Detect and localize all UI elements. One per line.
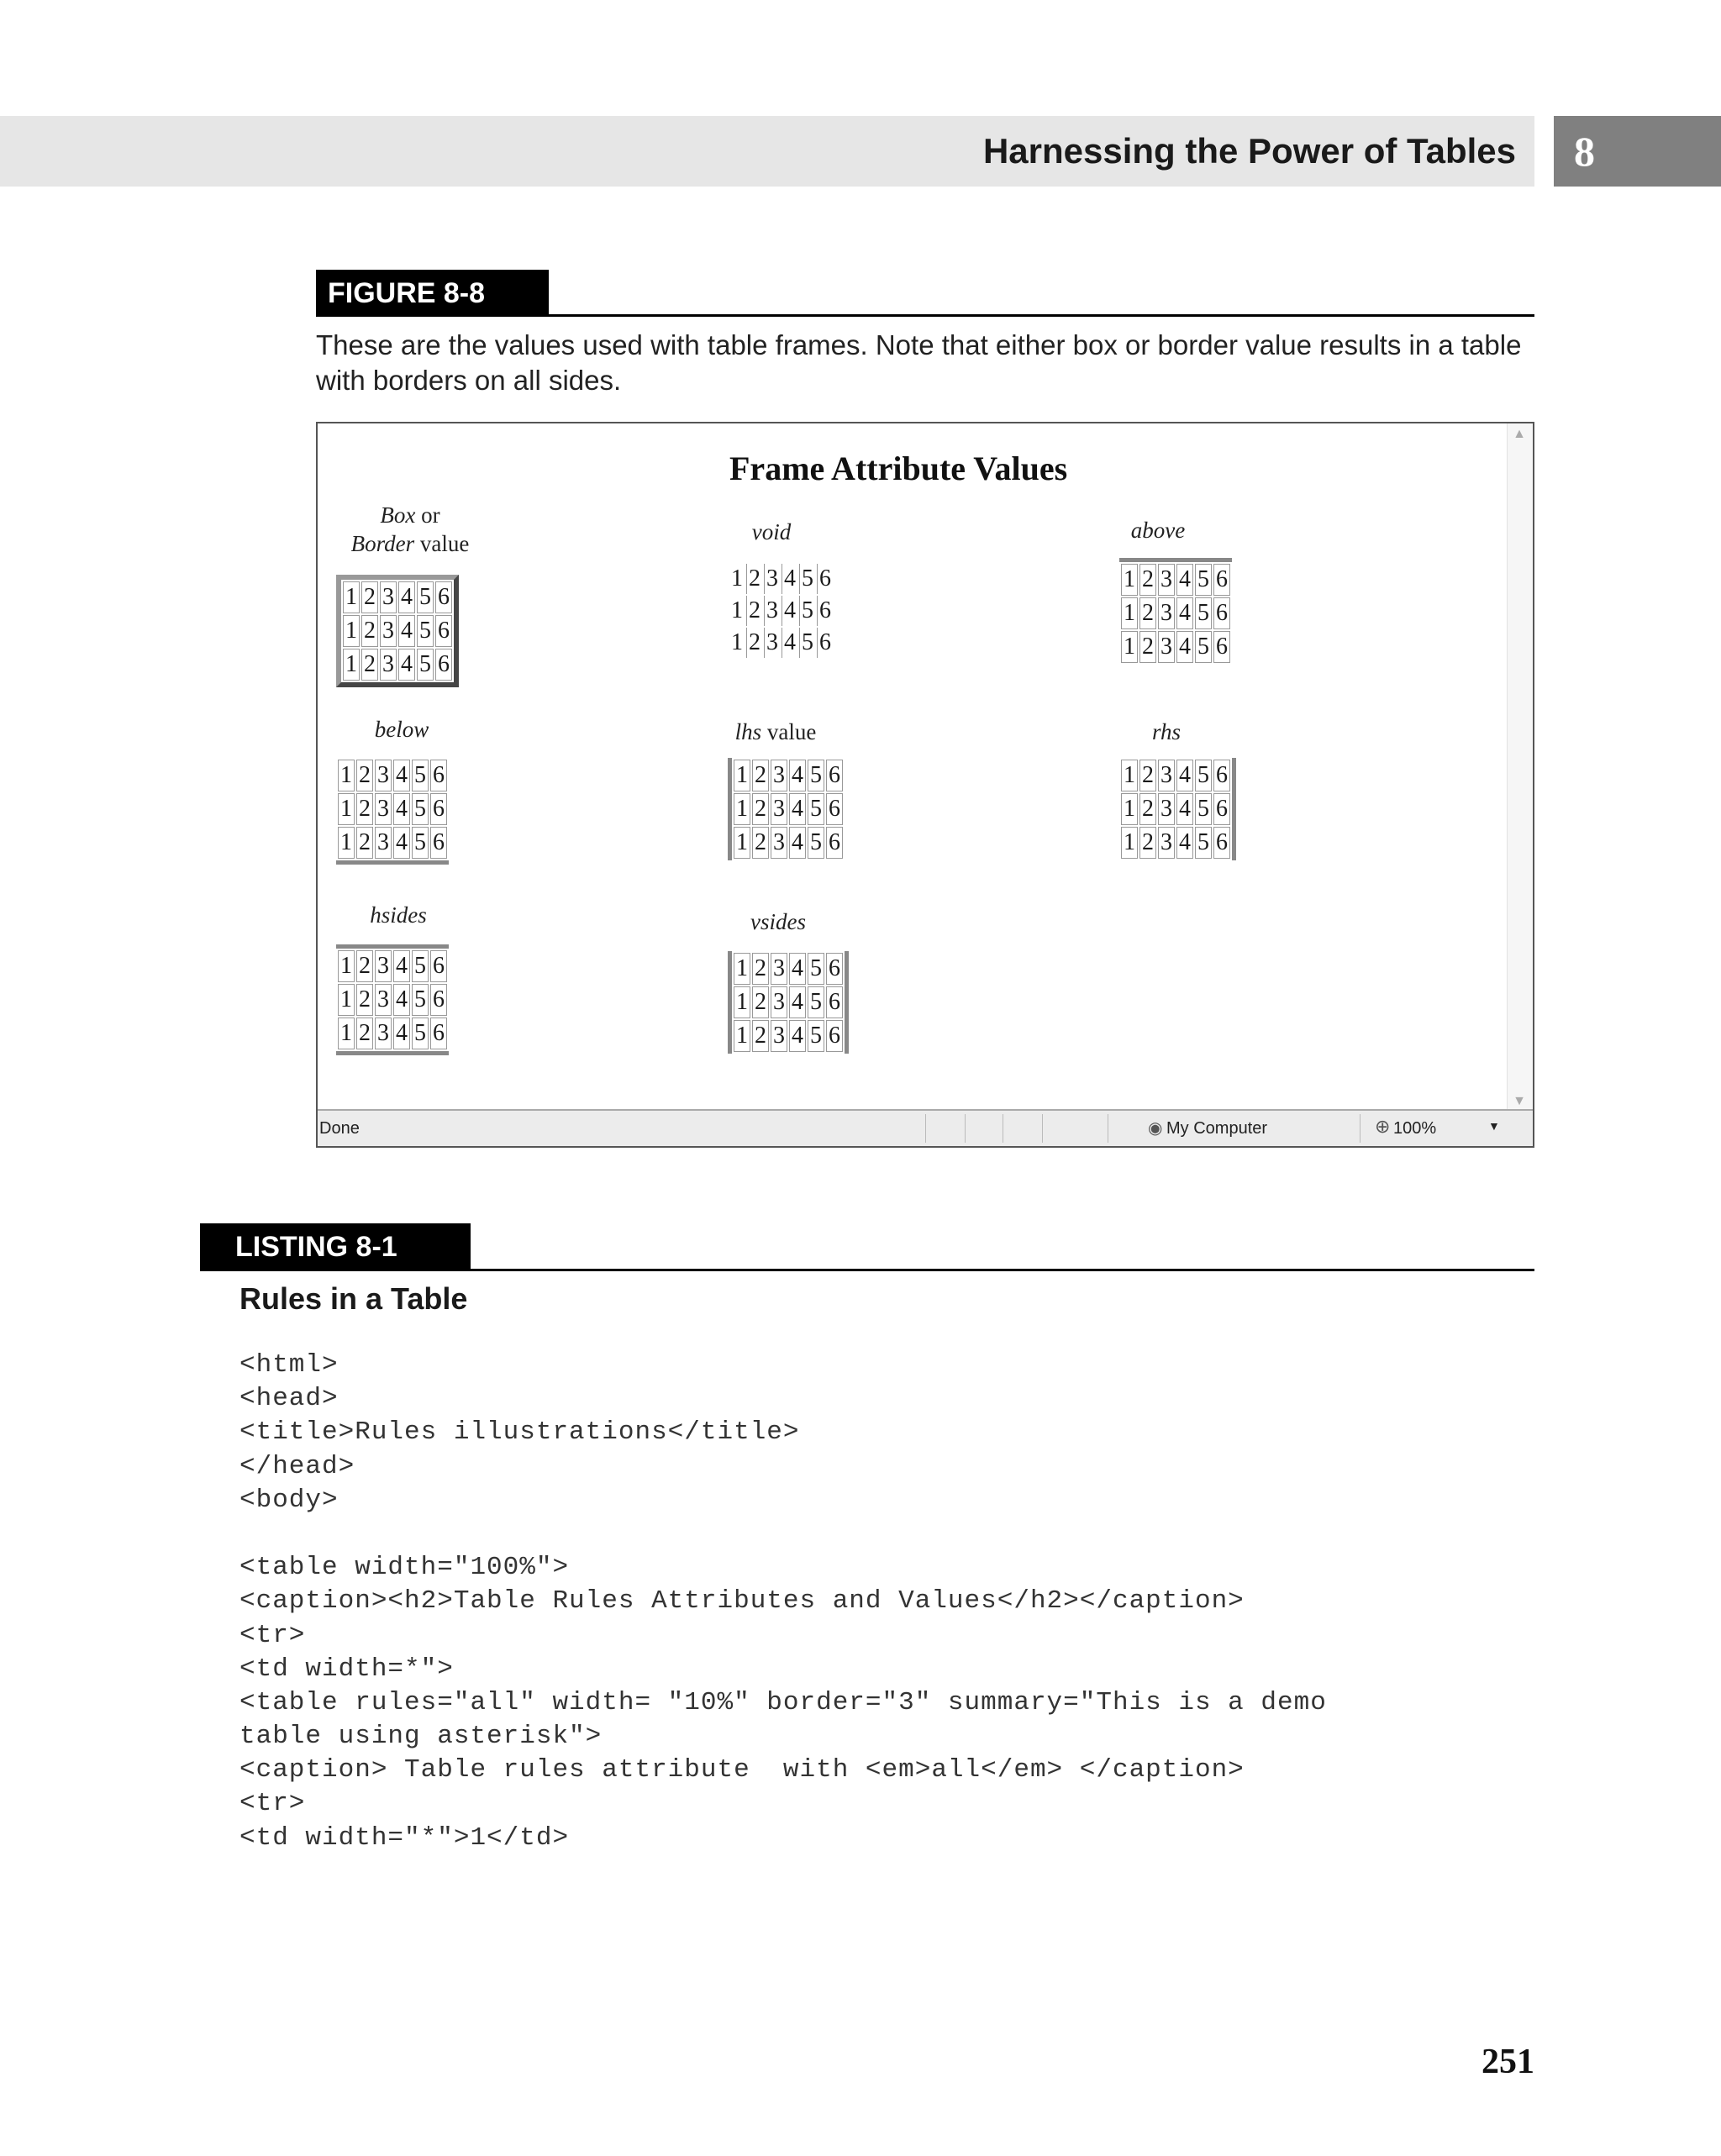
demo-cell: 6 (435, 581, 452, 613)
demo-table-vsides (728, 951, 849, 1054)
demo-cell: 1 (343, 581, 360, 613)
demo-cell: 5 (799, 564, 815, 594)
demo-row (338, 793, 447, 825)
demo-cell: 6 (1213, 564, 1230, 596)
demo-cell: 2 (1139, 564, 1156, 596)
demo-cell: 2 (356, 1018, 373, 1049)
demo-label-lhs-italic: lhs (734, 719, 762, 744)
demo-cell: 6 (826, 760, 843, 791)
screenshot-title: Frame Attribute Values (729, 450, 1068, 487)
demo-cell: 3 (771, 986, 787, 1018)
demo-cell: 3 (375, 950, 392, 982)
demo-row (1121, 597, 1230, 629)
demo-row (734, 953, 843, 985)
page-number: 251 (1482, 2043, 1534, 2081)
demo-row (343, 581, 452, 613)
demo-cell: 2 (1139, 597, 1156, 629)
demo-label-vsides: vsides (750, 909, 806, 934)
demo-label-lhs (692, 718, 860, 746)
demo-cell: 4 (1176, 631, 1193, 663)
listing-title: Rules in a Table (239, 1281, 468, 1316)
demo-cell: 3 (1158, 564, 1175, 596)
demo-cell: 6 (826, 953, 843, 985)
demo-cell: 1 (734, 760, 750, 791)
demo-label-below: below (374, 717, 429, 742)
browser-screenshot (316, 422, 1534, 1148)
demo-row (729, 564, 833, 594)
demo-cell: 3 (1158, 827, 1175, 859)
demo-cell: 2 (356, 950, 373, 982)
demo-cell: 2 (356, 827, 373, 859)
demo-cell: 3 (771, 793, 787, 825)
demo-cell: 1 (731, 597, 743, 623)
demo-cell: 5 (1195, 827, 1212, 859)
demo-label-box-italic: Box (380, 502, 416, 528)
demo-cell: 1 (343, 649, 360, 681)
demo-cell: 4 (393, 984, 410, 1016)
demo-cell: 4 (1176, 827, 1193, 859)
demo-cell: 2 (746, 564, 762, 594)
demo-cell: 2 (752, 760, 769, 791)
code-line: <html> (239, 1350, 339, 1380)
demo-cell: 1 (1121, 760, 1138, 791)
demo-cell: 1 (731, 565, 743, 592)
demo-cell: 4 (789, 760, 806, 791)
demo-cell: 1 (1121, 564, 1138, 596)
demo-cell: 6 (817, 596, 833, 626)
demo-cell: 1 (1121, 631, 1138, 663)
demo-cell: 4 (393, 950, 410, 982)
demo-cell: 6 (1213, 597, 1230, 629)
browser-status-bar (318, 1109, 1533, 1146)
demo-cell: 5 (412, 827, 429, 859)
demo-cell: 1 (1121, 597, 1138, 629)
demo-cell: 5 (412, 793, 429, 825)
demo-cell: 1 (338, 827, 355, 859)
code-line: <body> (239, 1485, 339, 1515)
demo-cell: 5 (1195, 793, 1212, 825)
demo-cell: 6 (430, 827, 447, 859)
demo-row (1121, 793, 1230, 825)
demo-row (729, 596, 833, 626)
demo-cell: 3 (1158, 793, 1175, 825)
demo-cell: 1 (338, 793, 355, 825)
demo-cell: 3 (375, 984, 392, 1016)
demo-cell: 5 (1195, 760, 1212, 791)
demo-cell: 4 (789, 986, 806, 1018)
demo-table-below (336, 758, 449, 865)
figure-caption: These are the values used with table frames. Note that either box or border value results in a table with borders on all sides. (316, 329, 1522, 396)
demo-cell: 4 (398, 615, 415, 647)
demo-cell: 1 (734, 1020, 750, 1052)
demo-cell: 1 (734, 793, 750, 825)
demo-cell: 2 (1139, 827, 1156, 859)
demo-cell: 5 (412, 1018, 429, 1049)
demo-row (1121, 827, 1230, 859)
status-zoom-level[interactable]: 100% (1393, 1119, 1437, 1138)
demo-label-border-italic: Border (350, 531, 415, 556)
demo-cell: 3 (375, 827, 392, 859)
demo-cell: 1 (1121, 827, 1138, 859)
demo-row (343, 649, 452, 681)
demo-cell: 4 (1176, 793, 1193, 825)
status-separator (965, 1114, 966, 1143)
status-separator (925, 1114, 926, 1143)
demo-row (338, 827, 447, 859)
demo-row (1121, 564, 1230, 596)
demo-cell: 2 (752, 1020, 769, 1052)
demo-cell: 6 (430, 984, 447, 1016)
demo-label-above: above (1130, 518, 1186, 543)
demo-label-lhs-plain: value (761, 719, 817, 744)
demo-row (734, 793, 843, 825)
demo-cell: 5 (1195, 597, 1212, 629)
code-line: <table width="100%"> (239, 1553, 570, 1583)
demo-cell: 6 (826, 1020, 843, 1052)
demo-table-rhs (1119, 758, 1236, 860)
demo-cell: 3 (771, 760, 787, 791)
demo-cell: 3 (771, 827, 787, 859)
demo-cell: 6 (817, 628, 833, 658)
scroll-up-icon[interactable]: ▲ (1513, 427, 1526, 441)
demo-cell: 1 (734, 986, 750, 1018)
demo-cell: 2 (1139, 760, 1156, 791)
demo-cell: 4 (782, 596, 797, 626)
vertical-scrollbar[interactable] (1507, 423, 1533, 1112)
demo-cell: 6 (826, 793, 843, 825)
demo-cell: 3 (380, 615, 397, 647)
demo-label-box-plain: or (415, 502, 440, 528)
demo-cell: 6 (826, 986, 843, 1018)
demo-cell: 5 (808, 1020, 824, 1052)
demo-cell: 5 (417, 649, 434, 681)
demo-cell: 1 (1121, 793, 1138, 825)
demo-row (1121, 760, 1230, 791)
demo-cell: 4 (789, 793, 806, 825)
status-text: Done (319, 1119, 360, 1138)
demo-table-above (1119, 558, 1232, 665)
demo-cell: 4 (393, 793, 410, 825)
demo-cell: 1 (731, 629, 743, 655)
demo-cell: 1 (734, 827, 750, 859)
demo-cell: 2 (356, 760, 373, 791)
demo-cell: 3 (375, 793, 392, 825)
demo-cell: 5 (412, 950, 429, 982)
demo-cell: 2 (746, 596, 762, 626)
demo-cell: 2 (356, 793, 373, 825)
demo-cell: 2 (361, 615, 378, 647)
demo-cell: 2 (1139, 793, 1156, 825)
demo-cell: 5 (412, 760, 429, 791)
demo-cell: 4 (782, 628, 797, 658)
demo-cell: 5 (412, 984, 429, 1016)
demo-cell: 6 (430, 793, 447, 825)
demo-cell: 5 (808, 953, 824, 985)
demo-cell: 3 (375, 1018, 392, 1049)
demo-label-box (326, 501, 494, 558)
status-separator (1042, 1114, 1043, 1143)
demo-row (338, 950, 447, 982)
demo-row (338, 1018, 447, 1049)
demo-cell: 5 (808, 760, 824, 791)
demo-label-hsides: hsides (370, 902, 427, 928)
figure-label: FIGURE 8-8 (316, 270, 549, 317)
demo-cell: 5 (799, 628, 815, 658)
demo-cell: 5 (1195, 631, 1212, 663)
demo-cell: 4 (393, 760, 410, 791)
demo-cell: 2 (752, 827, 769, 859)
demo-cell: 5 (808, 986, 824, 1018)
demo-table-box (336, 575, 459, 687)
demo-cell: 6 (430, 950, 447, 982)
demo-cell: 3 (380, 581, 397, 613)
demo-cell: 2 (752, 793, 769, 825)
demo-cell: 5 (417, 615, 434, 647)
demo-cell: 4 (398, 649, 415, 681)
demo-cell: 6 (817, 564, 833, 594)
demo-cell: 4 (398, 581, 415, 613)
demo-cell: 1 (343, 615, 360, 647)
code-line: <head> (239, 1384, 339, 1414)
demo-cell: 5 (417, 581, 434, 613)
code-line: <table rules="all" width= "10%" border="3" summary="This is a demo (239, 1687, 1327, 1717)
demo-row (338, 760, 447, 791)
demo-cell: 4 (1176, 564, 1193, 596)
demo-row (729, 628, 833, 658)
demo-cell: 2 (752, 986, 769, 1018)
code-line: <tr> (239, 1789, 306, 1819)
demo-cell: 3 (380, 649, 397, 681)
code-line: <title>Rules illustrations</title> (239, 1417, 800, 1448)
demo-cell: 4 (1176, 597, 1193, 629)
chapter-number-tab: 8 (1554, 116, 1721, 187)
demo-cell: 1 (338, 950, 355, 982)
code-listing (239, 1349, 1327, 1855)
demo-cell: 1 (338, 984, 355, 1016)
figure-rule (316, 314, 1534, 317)
demo-cell: 2 (752, 953, 769, 985)
demo-cell: 5 (799, 596, 815, 626)
demo-row (734, 986, 843, 1018)
zoom-dropdown-icon[interactable]: ▼ (1488, 1119, 1500, 1133)
code-line: </head> (239, 1451, 355, 1481)
demo-cell: 3 (764, 596, 780, 626)
demo-cell: 4 (789, 827, 806, 859)
demo-table-hsides (336, 944, 449, 1055)
demo-cell: 1 (338, 1018, 355, 1049)
code-line: <caption> Table rules attribute with <em>all</em> </caption> (239, 1755, 1245, 1785)
demo-cell: 5 (808, 793, 824, 825)
code-line (239, 1517, 1327, 1551)
demo-cell: 3 (764, 628, 780, 658)
demo-cell: 6 (1213, 631, 1230, 663)
code-line: <caption><h2>Table Rules Attributes and Values</h2></caption> (239, 1586, 1245, 1617)
demo-cell: 3 (764, 564, 780, 594)
demo-cell: 3 (375, 760, 392, 791)
demo-cell: 4 (1176, 760, 1193, 791)
demo-cell: 6 (1213, 827, 1230, 859)
demo-row (1121, 631, 1230, 663)
demo-cell: 4 (393, 1018, 410, 1049)
demo-row (734, 760, 843, 791)
demo-cell: 6 (435, 649, 452, 681)
demo-table-void (728, 562, 834, 660)
demo-cell: 2 (356, 984, 373, 1016)
demo-label-rhs: rhs (1151, 719, 1182, 744)
demo-cell: 2 (361, 581, 378, 613)
status-security-zone: My Computer (1166, 1119, 1268, 1138)
code-line: table using asterisk"> (239, 1722, 603, 1752)
demo-cell: 1 (338, 760, 355, 791)
demo-label-border-plain: value (414, 531, 470, 556)
demo-cell: 2 (746, 628, 762, 658)
demo-row (734, 1020, 843, 1052)
scroll-down-icon[interactable]: ▼ (1513, 1094, 1526, 1108)
demo-cell: 5 (1195, 564, 1212, 596)
code-line: <td width=*"> (239, 1654, 454, 1684)
listing-label: LISTING 8-1 (200, 1223, 471, 1270)
demo-label-void: void (751, 519, 792, 544)
demo-cell: 6 (435, 615, 452, 647)
demo-cell: 1 (734, 953, 750, 985)
demo-cell: 2 (361, 649, 378, 681)
demo-cell: 4 (782, 564, 797, 594)
code-line: <tr> (239, 1620, 306, 1650)
demo-table-lhs (728, 758, 845, 860)
demo-row (343, 615, 452, 647)
demo-cell: 6 (1213, 760, 1230, 791)
demo-row (338, 984, 447, 1016)
demo-cell: 3 (1158, 760, 1175, 791)
demo-cell: 5 (808, 827, 824, 859)
listing-rule (200, 1269, 1534, 1271)
demo-cell: 4 (789, 1020, 806, 1052)
demo-cell: 3 (1158, 631, 1175, 663)
demo-cell: 6 (430, 1018, 447, 1049)
demo-cell: 4 (789, 953, 806, 985)
demo-cell: 3 (771, 1020, 787, 1052)
computer-zone-icon: ◉ (1148, 1119, 1163, 1138)
demo-cell: 6 (1213, 793, 1230, 825)
demo-cell: 4 (393, 827, 410, 859)
demo-cell: 6 (430, 760, 447, 791)
demo-row (734, 827, 843, 859)
demo-cell: 3 (1158, 597, 1175, 629)
demo-cell: 3 (771, 953, 787, 985)
code-line: <td width="*">1</td> (239, 1822, 570, 1853)
zoom-magnifier-icon[interactable]: ⊕ (1375, 1116, 1391, 1137)
demo-cell: 6 (826, 827, 843, 859)
demo-cell: 2 (1139, 631, 1156, 663)
running-header-title: Harnessing the Power of Tables (982, 131, 1516, 171)
